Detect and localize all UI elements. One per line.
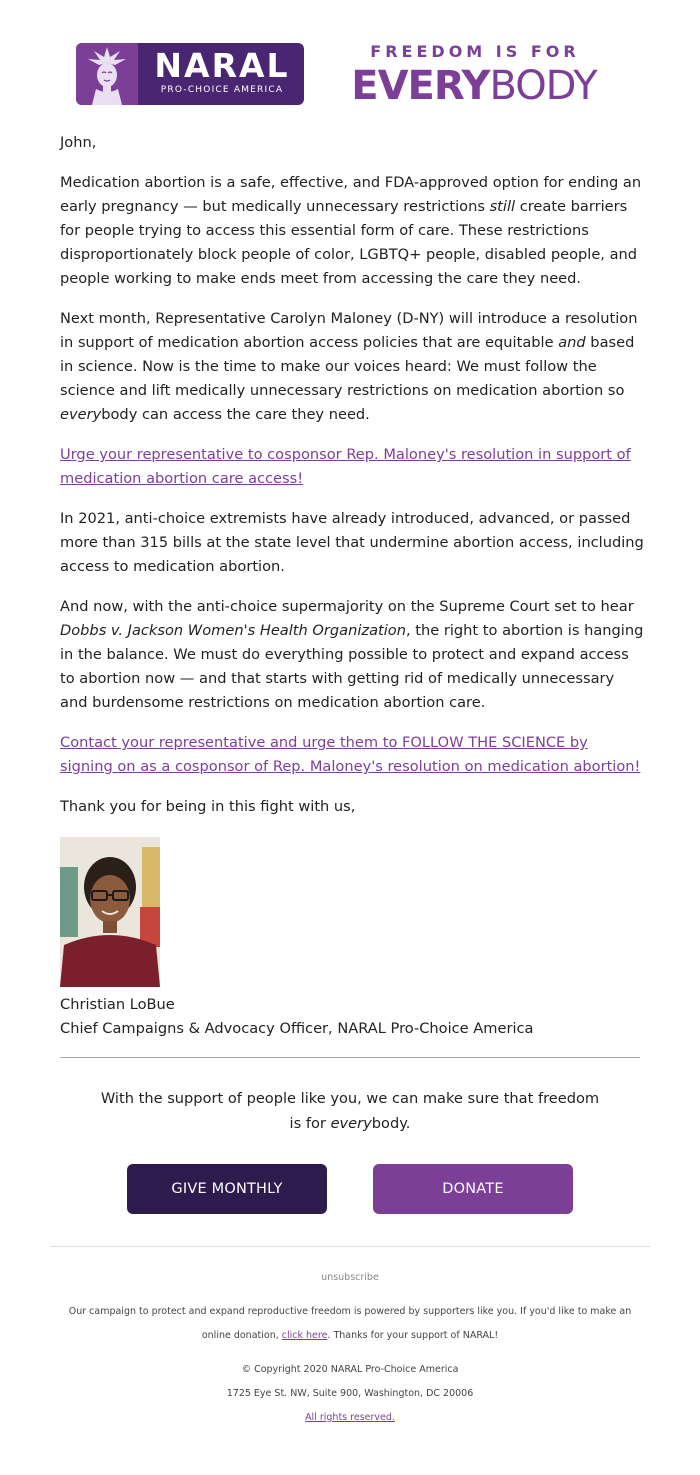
cosponsor-link[interactable]: Urge your representative to cosponsor Rep. Maloney's resolution in support of medication abortion care access! — [60, 446, 631, 487]
link-paragraph-1 — [60, 443, 644, 491]
p2-text-c: body can access the care they need. — [101, 406, 370, 423]
support-line-1: With the support of people like you, we can make sure that freedom — [100, 1090, 600, 1107]
signer-name: Christian LoBue — [60, 996, 175, 1013]
letter-body — [60, 131, 644, 835]
support-text-b: body. — [371, 1115, 411, 1132]
tagline-bottom — [322, 62, 626, 110]
give-monthly-button[interactable]: GIVE MONTHLY — [127, 1164, 327, 1214]
unsubscribe-text[interactable]: unsubscribe — [321, 1272, 379, 1283]
tagline-top: FREEDOM IS FOR — [370, 42, 580, 61]
footer-campaign-text — [60, 1300, 640, 1348]
p1-text-b: create barriers for people trying to access this essential form of care. These restrictions disproportionately block people of color, LGBTQ+ people, disabled people, and people working to make ends meet from accessing the care they need. — [60, 198, 638, 287]
p2-emphasis-and: and — [558, 334, 586, 351]
campaign-text-a: Our campaign to protect and expand reproductive freedom is powered by supporters like you. If you'd like to make an online donation, — [68, 1306, 632, 1341]
address: 1725 Eye St. NW, Suite 900, Washington, DC 20006 — [226, 1388, 474, 1399]
salutation: John, — [60, 134, 97, 151]
support-text-a: is for — [289, 1115, 331, 1132]
naral-logo[interactable] — [76, 43, 304, 105]
p2-emphasis-every: every — [60, 406, 102, 423]
rights-reserved-link[interactable]: All rights reserved. — [305, 1412, 395, 1423]
paragraph-1 — [60, 171, 644, 291]
p2-text-b: based in science. Now is the time to make our voices heard: We must follow the science and lift medically unnecessary restrictions on medication abortion so — [60, 334, 635, 399]
support-line-2 — [100, 1111, 600, 1136]
logo-wordmark: NARAL — [154, 46, 290, 85]
tagline-every: EVERY — [351, 63, 490, 109]
paragraph-3: In 2021, anti-choice extremists have already introduced, advanced, or passed more than 315 bills at the state level that undermine abortion access, including access to medication abortion. — [60, 510, 644, 575]
section-divider — [60, 1057, 640, 1058]
logo-subtitle: PRO-CHOICE AMERICA — [160, 85, 284, 95]
campaign-text-b: . Thanks for your support of NARAL! — [327, 1330, 499, 1341]
paragraph-2 — [60, 307, 644, 427]
click-here-link[interactable]: click here — [281, 1330, 328, 1341]
tagline-body: BODY — [489, 63, 597, 109]
signer-title: Chief Campaigns & Advocacy Officer, NARAL Pro-Choice America — [60, 1020, 534, 1037]
footer-divider — [50, 1246, 650, 1247]
support-message — [100, 1086, 600, 1136]
p4-text-a: And now, with the anti-choice supermajority on the Supreme Court set to hear — [60, 598, 634, 615]
paragraph-4 — [60, 595, 644, 715]
closing: Thank you for being in this fight with us, — [60, 798, 356, 815]
p4-case-name: Dobbs v. Jackson Women's Health Organization — [60, 622, 406, 639]
p2-text-a: Next month, Representative Carolyn Maloney (D-NY) will introduce a resolution in support of medication abortion access policies that are equitable — [60, 310, 638, 351]
link-paragraph-2 — [60, 731, 644, 779]
p1-emphasis: still — [489, 198, 516, 215]
contact-representative-link[interactable]: Contact your representative and urge them to FOLLOW THE SCIENCE by signing on as a cosponsor of Rep. Maloney's resolution on medication abortion! — [60, 734, 641, 775]
rights-reserved — [60, 1406, 640, 1430]
support-emphasis: every — [330, 1115, 372, 1132]
email-header — [0, 0, 700, 120]
signer-photo — [60, 837, 160, 987]
p1-text-a: Medication abortion is a safe, effective, and FDA-approved option for ending an early pregnancy — but medically unnecessary restrictions — [60, 174, 642, 215]
p4-text-b: , the right to abortion is hanging in the balance. We must do everything possible to protect and expand access to abortion now — and that starts with getting rid of medically unnecessary and burdensome restrictions on medication abortion care. — [60, 622, 644, 711]
statue-of-liberty-icon — [76, 43, 138, 105]
donate-button[interactable]: DONATE — [373, 1164, 573, 1214]
copyright: © Copyright 2020 NARAL Pro-Choice America — [241, 1364, 459, 1375]
